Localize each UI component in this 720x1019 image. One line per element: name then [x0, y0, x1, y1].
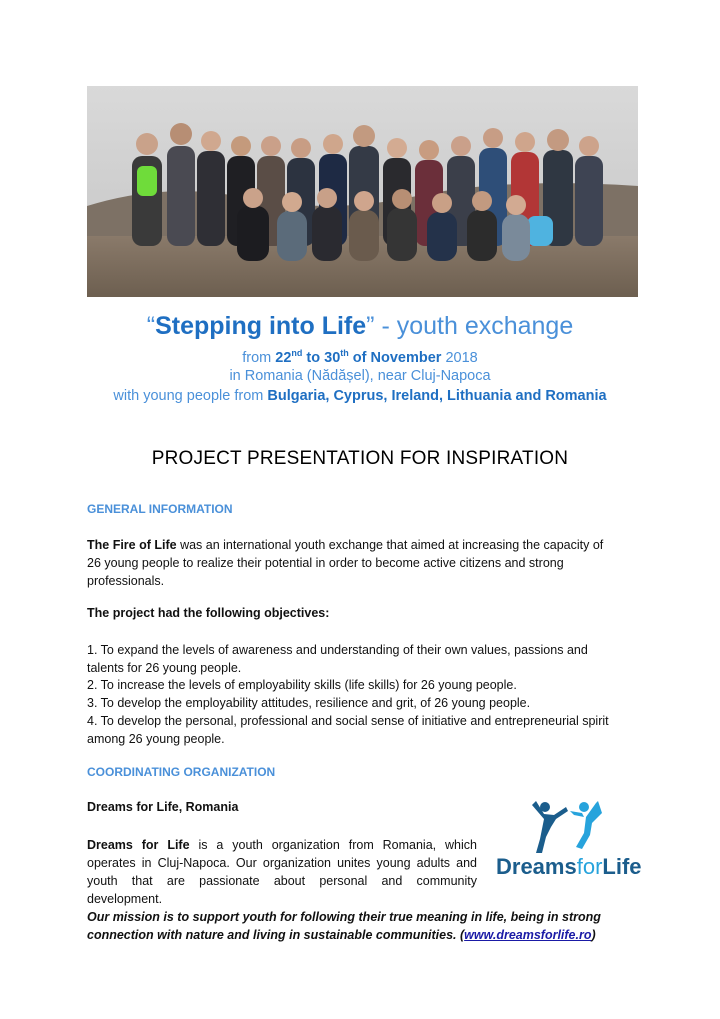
- group-photo: [87, 86, 638, 297]
- participants-line: [0, 388, 720, 404]
- date-day1: 22: [275, 349, 292, 366]
- objective-2: 2. To increase the levels of employability skills (life skills) for 26 young people.: [87, 678, 517, 692]
- location-line: in Romania (Nădășel), near Cluj-Napoca: [229, 368, 491, 384]
- logo-wordmark: DreamsforLife: [496, 854, 642, 879]
- mission-text: Our mission is to support youth for following their true meaning in life, being in strong connection with nature and living in sustainable communities. (: [87, 910, 601, 942]
- date-line: [0, 348, 720, 366]
- date-year: 2018: [441, 349, 478, 366]
- date-from: from: [242, 349, 276, 366]
- general-intro: [87, 536, 617, 590]
- date-to: to 30: [302, 349, 341, 366]
- page-title: [0, 312, 720, 341]
- logo-figures-icon: [532, 801, 602, 853]
- org-description: [87, 836, 477, 908]
- objective-3: 3. To develop the employability attitudes, resilience and grit, of 26 young people.: [87, 696, 531, 710]
- objectives-heading: The project had the following objectives:: [87, 606, 330, 620]
- objective-1: 1. To expand the levels of awareness and understanding of their own values, passions and talents for 26 young people.: [87, 643, 588, 675]
- coordinating-heading: COORDINATING ORGANIZATION: [87, 765, 276, 779]
- participants-countries: Bulgaria, Cyprus, Ireland, Lithuania and Romania: [267, 388, 607, 404]
- date-of: of November: [348, 349, 442, 366]
- project-name-bold: The Fire of Life: [87, 538, 177, 552]
- org-name: Dreams for Life, Romania: [87, 800, 239, 814]
- title-open-quote: “: [146, 312, 156, 340]
- org-name-bold: Dreams for Life: [87, 838, 190, 852]
- title-subtitle: - youth exchange: [374, 312, 574, 340]
- date-sup1: nd: [291, 348, 303, 358]
- participants-prefix: with young people from: [113, 388, 268, 404]
- title-project-name: Stepping into Life: [155, 312, 367, 340]
- org-desc-text: is a youth organization from Romania, which operates in Cluj-Napoca. Our organization unites young adults and youth that are passionate about personal and community development.: [87, 838, 477, 906]
- website-link[interactable]: www.dreamsforlife.ro: [464, 928, 592, 942]
- general-info-heading: GENERAL INFORMATION: [87, 502, 233, 516]
- mission-close: ): [591, 928, 596, 942]
- dreams-for-life-logo: [496, 797, 642, 882]
- intro-text: was an international youth exchange that aimed at increasing the capacity of 26 young people to realize their potential in order to become active citizens and strong professionals.: [87, 538, 604, 588]
- presentation-heading: PROJECT PRESENTATION FOR INSPIRATION: [151, 448, 569, 469]
- title-close-quote: ”: [366, 312, 375, 340]
- date-sup2: th: [340, 348, 349, 358]
- mission-statement: [87, 908, 617, 944]
- objective-4: 4. To develop the personal, professional and social sense of initiative and entrepreneurial spirit among 26 young people.: [87, 714, 609, 746]
